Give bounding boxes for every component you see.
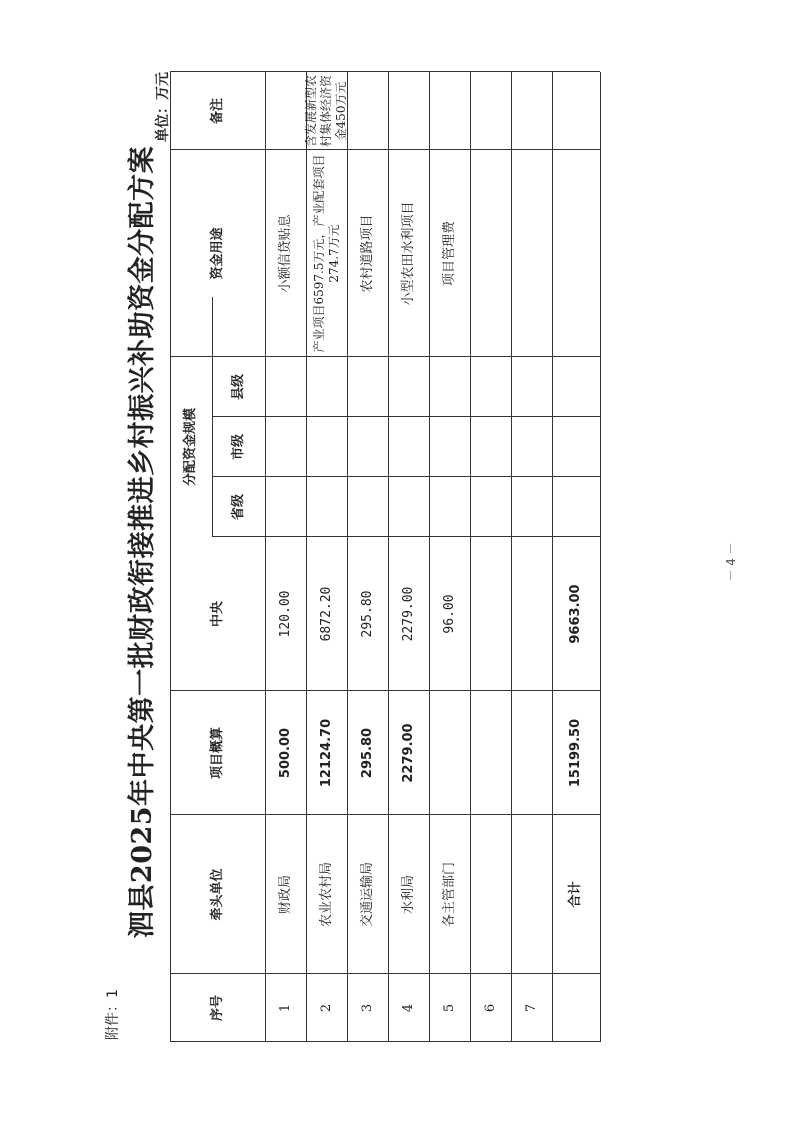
allocation-table (170, 72, 600, 1042)
row-5-central: 96.00 (441, 594, 457, 634)
total-budget: 15199.50 (568, 718, 584, 788)
row-4-seq: 4 (400, 1003, 416, 1013)
header-lead-unit: 牵头单位 (209, 868, 225, 921)
header-budget: 项目概算 (209, 727, 225, 780)
row-2-remarks: 含发展新型农村集体经济资金450万元 (304, 75, 348, 148)
row-4-purpose: 小型农田水利项目 (400, 201, 416, 306)
row-5-purpose: 项目管理费 (441, 221, 457, 287)
row-1-purpose: 小额信贷贴息 (277, 214, 293, 293)
grid-line (600, 72, 601, 1042)
unit-label: 单位：万元 (155, 72, 171, 142)
header-purpose: 资金用途 (209, 227, 225, 280)
header-county: 县级 (230, 374, 246, 401)
grid-line (212, 416, 600, 417)
row-2-budget: 12124.70 (318, 718, 334, 788)
row-2-central: 6872.20 (318, 586, 334, 642)
header-seq: 序号 (209, 995, 225, 1022)
header-remarks: 备注 (209, 98, 225, 125)
row-5-unit: 各主管部门 (441, 862, 457, 928)
row-1-central: 120.00 (277, 590, 293, 638)
row-3-budget: 295.80 (359, 727, 375, 779)
row-5-seq: 5 (441, 1003, 457, 1013)
row-4-unit: 水利局 (400, 875, 416, 915)
row-2-purpose: 产业项目6597.5万元，产业配套项目274.7万元 (311, 154, 341, 353)
header-city: 市级 (230, 434, 246, 461)
header-allocation: 分配资金规模 (183, 408, 199, 487)
page-number: － 4 － (724, 542, 738, 582)
row-3-central: 295.80 (359, 590, 375, 638)
grid-line (470, 72, 471, 1042)
total-label: 合计 (568, 881, 584, 908)
row-7-seq: 7 (523, 1003, 539, 1013)
attachment-label: 附件：1 (105, 989, 121, 1040)
row-1-unit: 财政局 (277, 875, 293, 915)
header-provincial: 省级 (230, 494, 246, 521)
row-2-unit: 农业农村局 (318, 862, 334, 928)
row-3-seq: 3 (359, 1003, 375, 1013)
grid-line (511, 72, 512, 1042)
total-central: 9663.00 (568, 584, 584, 644)
header-central: 中央 (209, 601, 225, 628)
row-1-remarks (265, 72, 306, 150)
page-title: 泗县2025年中央第一批财政衔接推进乡村振兴补助资金分配方案 (127, 145, 158, 939)
row-3-purpose: 农村道路项目 (359, 214, 375, 293)
row-1-seq: 1 (277, 1003, 293, 1013)
row-1-budget: 500.00 (277, 727, 293, 779)
row-4-central: 2279.00 (400, 586, 416, 642)
row-4-budget: 2279.00 (400, 723, 416, 783)
row-3-unit: 交通运输局 (359, 862, 375, 928)
grid-line (212, 476, 600, 477)
row-2-seq: 2 (318, 1003, 334, 1013)
row-6-seq: 6 (482, 1003, 498, 1013)
